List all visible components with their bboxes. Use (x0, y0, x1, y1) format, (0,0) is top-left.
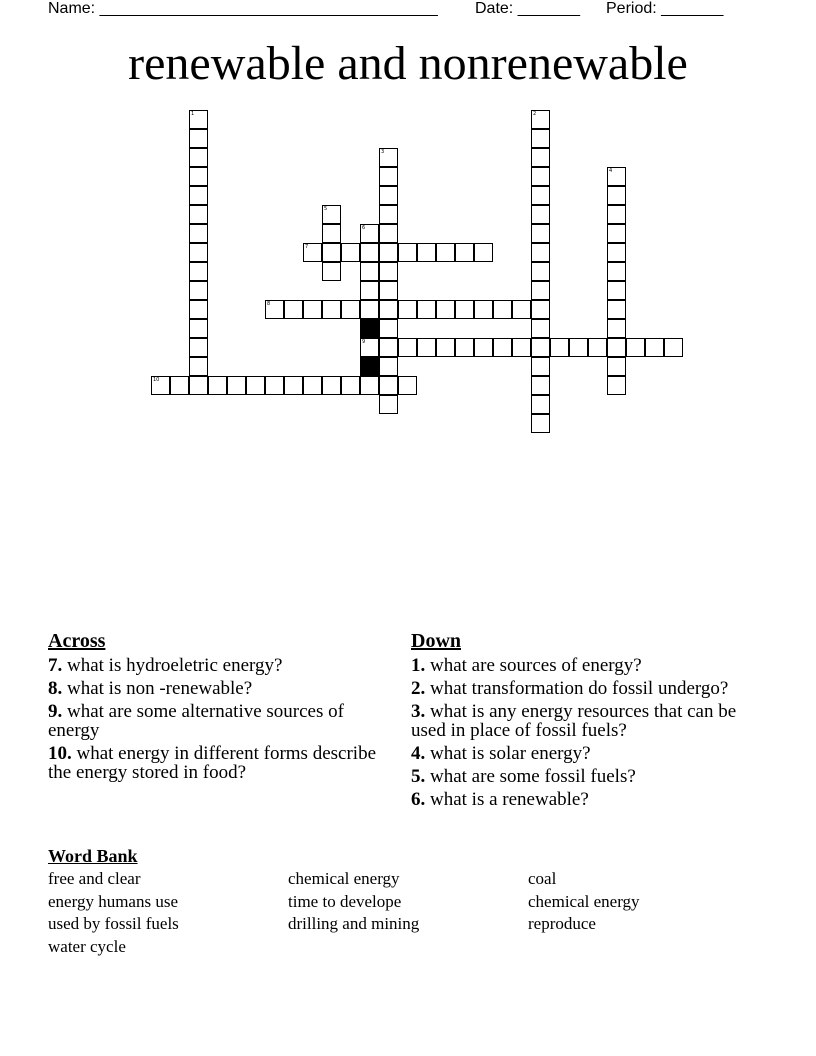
grid-cell[interactable] (664, 338, 683, 357)
grid-cell[interactable] (417, 300, 436, 319)
grid-cell[interactable] (189, 243, 208, 262)
word-bank-item: reproduce (528, 914, 596, 933)
grid-cell[interactable] (341, 243, 360, 262)
grid-cell[interactable] (379, 243, 398, 262)
grid-cell[interactable] (379, 224, 398, 243)
grid-cell[interactable] (379, 205, 398, 224)
word-bank-item: drilling and mining (288, 914, 420, 933)
grid-cell[interactable] (455, 243, 474, 262)
down-heading: Down (411, 630, 462, 652)
grid-cell[interactable] (246, 376, 265, 395)
grid-cell[interactable] (360, 243, 379, 262)
grid-cell[interactable] (379, 376, 398, 395)
period-field-label: Period: _______ (606, 0, 724, 17)
clue-number: 2 (533, 111, 537, 117)
grid-cell[interactable] (550, 338, 569, 357)
word-bank-item: time to develope (288, 892, 402, 911)
grid-block-cell (360, 357, 379, 376)
grid-cell[interactable] (607, 281, 626, 300)
grid-cell[interactable] (322, 300, 341, 319)
grid-cell[interactable] (607, 319, 626, 338)
clue-number: 6 (362, 225, 366, 231)
grid-block-cell (360, 319, 379, 338)
grid-cell[interactable] (493, 300, 512, 319)
grid-cell[interactable] (493, 338, 512, 357)
grid-cell[interactable] (474, 300, 493, 319)
grid-cell[interactable] (322, 376, 341, 395)
word-bank-item: coal (528, 869, 557, 888)
grid-cell[interactable] (284, 300, 303, 319)
grid-cell[interactable] (588, 338, 607, 357)
word-bank-item: used by fossil fuels (48, 914, 179, 933)
grid-cell[interactable] (189, 357, 208, 376)
clue-down-5: 5. what are some fossil fuels? (411, 766, 636, 787)
grid-cell[interactable] (379, 338, 398, 357)
grid-cell[interactable] (398, 243, 417, 262)
clue-number: 5 (324, 206, 328, 212)
clue-down-6: 6. what is a renewable? (411, 789, 589, 810)
word-bank-item: chemical energy (528, 892, 640, 911)
grid-cell[interactable] (189, 376, 208, 395)
grid-cell[interactable] (189, 300, 208, 319)
clue-number: 7 (305, 244, 309, 250)
grid-cell[interactable] (531, 376, 550, 395)
grid-cell[interactable] (607, 300, 626, 319)
grid-cell[interactable] (284, 376, 303, 395)
across-clues (48, 630, 388, 786)
grid-cell[interactable] (398, 376, 417, 395)
grid-cell[interactable] (379, 357, 398, 376)
clue-number: 9 (362, 339, 366, 345)
grid-cell[interactable] (322, 205, 341, 224)
clue-number: 8 (267, 301, 271, 307)
grid-cell[interactable] (379, 300, 398, 319)
grid-cell[interactable] (436, 243, 455, 262)
grid-cell[interactable] (455, 300, 474, 319)
grid-cell[interactable] (189, 338, 208, 357)
grid-cell[interactable] (379, 281, 398, 300)
grid-cell[interactable] (417, 338, 436, 357)
grid-cell[interactable] (607, 205, 626, 224)
grid-cell[interactable] (303, 243, 322, 262)
grid-cell[interactable] (189, 262, 208, 281)
grid-cell[interactable] (322, 262, 341, 281)
grid-cell[interactable] (322, 224, 341, 243)
grid-cell[interactable] (360, 224, 379, 243)
grid-cell[interactable] (360, 281, 379, 300)
grid-cell[interactable] (189, 224, 208, 243)
grid-cell[interactable] (436, 300, 455, 319)
grid-cell[interactable] (322, 243, 341, 262)
clue-number: 4 (609, 168, 613, 174)
grid-cell[interactable] (531, 395, 550, 414)
name-field-label: Name: ______________________________________ (48, 0, 438, 17)
grid-cell[interactable] (151, 376, 170, 395)
grid-cell[interactable] (417, 243, 436, 262)
grid-cell[interactable] (531, 205, 550, 224)
grid-cell[interactable] (607, 338, 626, 357)
clue-across-7: 7. what is hydroeletric energy? (48, 655, 283, 676)
grid-cell[interactable] (360, 300, 379, 319)
grid-cell[interactable] (379, 186, 398, 205)
word-bank-item: chemical energy (288, 869, 400, 888)
grid-cell[interactable] (189, 148, 208, 167)
clue-number: 1 (191, 111, 195, 117)
grid-cell[interactable] (398, 338, 417, 357)
grid-cell[interactable] (607, 186, 626, 205)
grid-cell[interactable] (531, 224, 550, 243)
down-clues (411, 630, 751, 813)
grid-cell[interactable] (189, 129, 208, 148)
grid-cell[interactable] (170, 376, 189, 395)
across-heading: Across (48, 630, 106, 652)
grid-cell[interactable] (512, 338, 531, 357)
grid-cell[interactable] (189, 281, 208, 300)
grid-cell[interactable] (569, 338, 588, 357)
grid-cell[interactable] (379, 395, 398, 414)
grid-cell[interactable] (607, 243, 626, 262)
grid-cell[interactable] (531, 262, 550, 281)
word-bank-item: water cycle (48, 937, 126, 956)
grid-cell[interactable] (531, 319, 550, 338)
grid-cell[interactable] (531, 148, 550, 167)
grid-cell[interactable] (626, 338, 645, 357)
grid-cell[interactable] (341, 376, 360, 395)
grid-cell[interactable] (227, 376, 246, 395)
word-bank-item: free and clear (48, 869, 141, 888)
grid-cell[interactable] (474, 338, 493, 357)
grid-cell[interactable] (208, 376, 227, 395)
clue-down-2: 2. what transformation do fossil undergo? (411, 678, 729, 699)
word-bank-heading: Word Bank (48, 846, 138, 866)
grid-cell[interactable] (531, 243, 550, 262)
grid-cell[interactable] (379, 262, 398, 281)
grid-cell[interactable] (360, 262, 379, 281)
clue-down-1: 1. what are sources of energy? (411, 655, 642, 676)
grid-cell[interactable] (360, 376, 379, 395)
grid-cell[interactable] (531, 338, 550, 357)
clue-across-8: 8. what is non -renewable? (48, 678, 253, 699)
grid-cell[interactable] (303, 300, 322, 319)
grid-cell[interactable] (189, 319, 208, 338)
grid-cell[interactable] (607, 262, 626, 281)
grid-cell[interactable] (607, 167, 626, 186)
grid-cell[interactable] (379, 148, 398, 167)
grid-cell[interactable] (531, 110, 550, 129)
grid-cell[interactable] (607, 224, 626, 243)
grid-cell[interactable] (607, 357, 626, 376)
grid-cell[interactable] (265, 300, 284, 319)
grid-cell[interactable] (607, 376, 626, 395)
grid-cell[interactable] (531, 186, 550, 205)
grid-cell[interactable] (341, 300, 360, 319)
grid-cell[interactable] (379, 167, 398, 186)
grid-cell[interactable] (398, 300, 417, 319)
grid-cell[interactable] (474, 243, 493, 262)
grid-cell[interactable] (531, 357, 550, 376)
clue-across-10: 10. what energy in different forms describe the energy stored in food? (48, 743, 377, 783)
grid-cell[interactable] (189, 205, 208, 224)
grid-cell[interactable] (455, 338, 474, 357)
grid-cell[interactable] (531, 414, 550, 433)
grid-cell[interactable] (512, 300, 531, 319)
clue-down-3: 3. what is any energy resources that can be used in place of fossil fuels? (411, 701, 737, 741)
clue-down-4: 4. what is solar energy? (411, 743, 591, 764)
grid-cell[interactable] (531, 300, 550, 319)
grid-cell[interactable] (265, 376, 284, 395)
clue-number: 10 (153, 377, 160, 383)
grid-cell[interactable] (436, 338, 455, 357)
date-field-label: Date: _______ (475, 0, 580, 17)
grid-cell[interactable] (379, 319, 398, 338)
grid-cell[interactable] (531, 281, 550, 300)
clue-number: 3 (381, 149, 385, 155)
grid-cell[interactable] (189, 186, 208, 205)
clue-across-9: 9. what are some alternative sources of energy (48, 701, 344, 741)
grid-cell[interactable] (531, 167, 550, 186)
grid-cell[interactable] (189, 167, 208, 186)
grid-cell[interactable] (531, 129, 550, 148)
grid-cell[interactable] (303, 376, 322, 395)
grid-cell[interactable] (189, 110, 208, 129)
grid-cell[interactable] (645, 338, 664, 357)
grid-cell[interactable] (360, 338, 379, 357)
puzzle-title: renewable and nonrenewable (128, 37, 688, 90)
word-bank-item: energy humans use (48, 892, 178, 911)
